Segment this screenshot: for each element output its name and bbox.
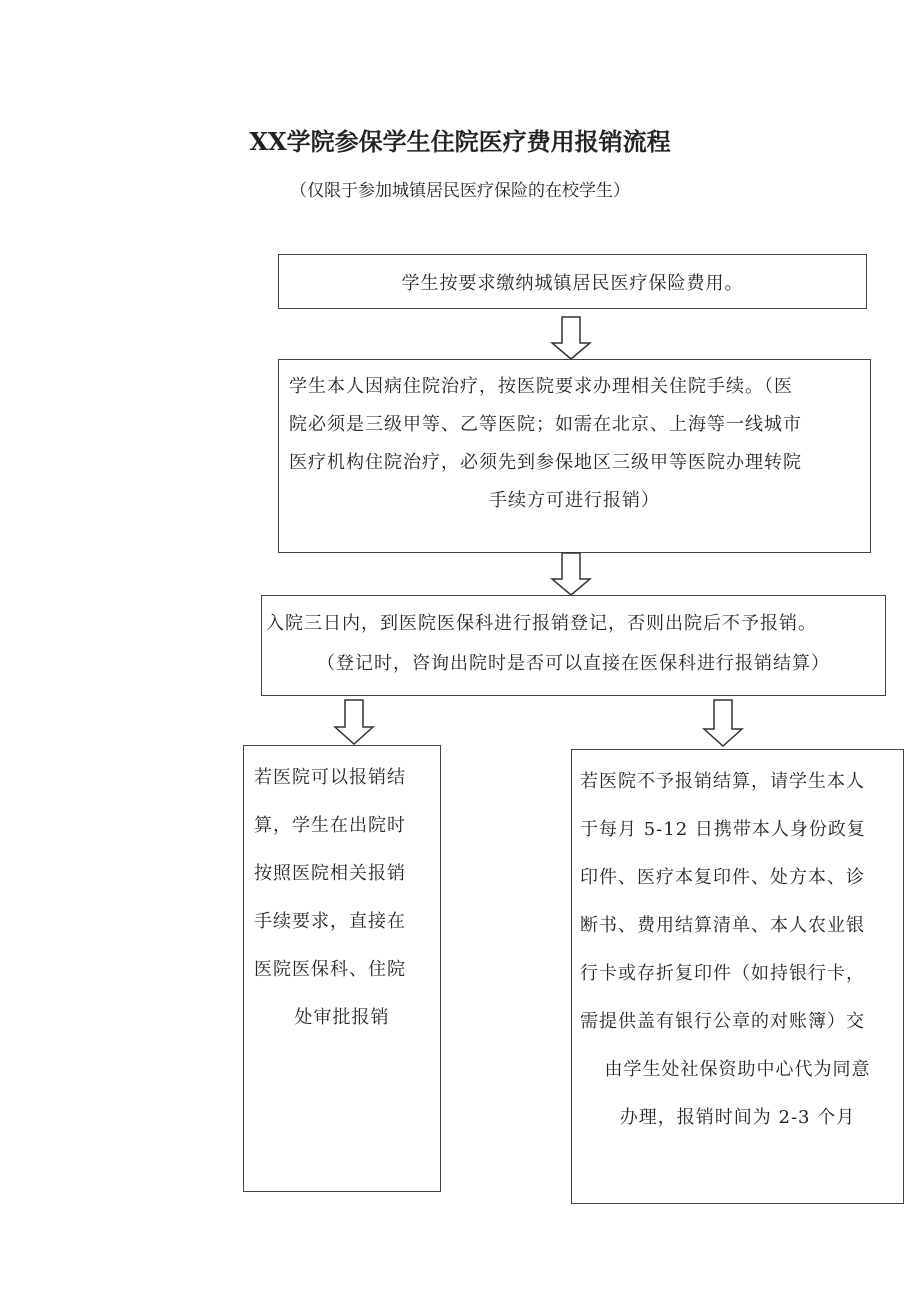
- down-arrow-icon: [550, 552, 592, 596]
- down-arrow-icon: [550, 316, 592, 360]
- branch-hospital-settlement-line: 医院医保科、住院: [254, 959, 406, 980]
- step-hospitalization-line: 手续方可进行报销）: [489, 490, 660, 511]
- branch-school-reimbursement-line: 行卡或存折复印件（如持银行卡，: [580, 963, 865, 984]
- branch-hospital-settlement-box: [243, 745, 441, 1192]
- step-registration-box: [261, 595, 886, 696]
- branch-school-reimbursement-line: 由学生处社保资助中心代为同意: [604, 1059, 871, 1080]
- branch-school-reimbursement-line: 断书、费用结算清单、本人农业银: [580, 915, 865, 936]
- step-registration-line: 入院三日内，到医院医保科进行报销登记，否则出院后不予报销。: [266, 613, 817, 634]
- branch-school-reimbursement-line: 印件、医疗本复印件、处方本、诊: [580, 867, 865, 888]
- step-hospitalization-line: 学生本人因病住院治疗，按医院要求办理相关住院手续。（医: [289, 376, 793, 397]
- step-hospitalization-line: 医疗机构住院治疗，必须先到参保地区三级甲等医院办理转院: [289, 452, 802, 473]
- branch-hospital-settlement-line: 算，学生在出院时: [254, 815, 406, 836]
- branch-school-reimbursement-line: 于每月 5-12 日携带本人身份政复: [580, 819, 866, 840]
- branch-hospital-settlement-line: 手续要求，直接在: [254, 911, 406, 932]
- page-title: XX学院参保学生住院医疗费用报销流程: [249, 127, 671, 156]
- step-pay-insurance-text: 学生按要求缴纳城镇居民医疗保险费用。: [401, 272, 744, 294]
- down-arrow-icon: [333, 699, 375, 745]
- page-subtitle: （仅限于参加城镇居民医疗保险的在校学生）: [290, 181, 630, 201]
- branch-hospital-settlement-line: 按照医院相关报销: [254, 863, 406, 884]
- branch-hospital-settlement-line: 若医院可以报销结: [254, 767, 406, 788]
- step-registration-line: （登记时，咨询出院时是否可以直接在医保科进行报销结算）: [317, 653, 830, 674]
- branch-hospital-settlement-line: 处审批报销: [294, 1007, 390, 1028]
- step-hospitalization-box: [278, 359, 871, 553]
- branch-school-reimbursement-line: 若医院不予报销结算，请学生本人: [580, 771, 865, 792]
- step-pay-insurance-box: [278, 254, 867, 309]
- branch-school-reimbursement-line: 办理，报销时间为 2-3 个月: [619, 1107, 856, 1128]
- branch-school-reimbursement-line: 需提供盖有银行公章的对账簿）交: [580, 1011, 865, 1032]
- step-hospitalization-line: 院必须是三级甲等、乙等医院；如需在北京、上海等一线城市: [289, 414, 802, 435]
- branch-school-reimbursement-box: [571, 749, 904, 1204]
- down-arrow-icon: [702, 699, 744, 747]
